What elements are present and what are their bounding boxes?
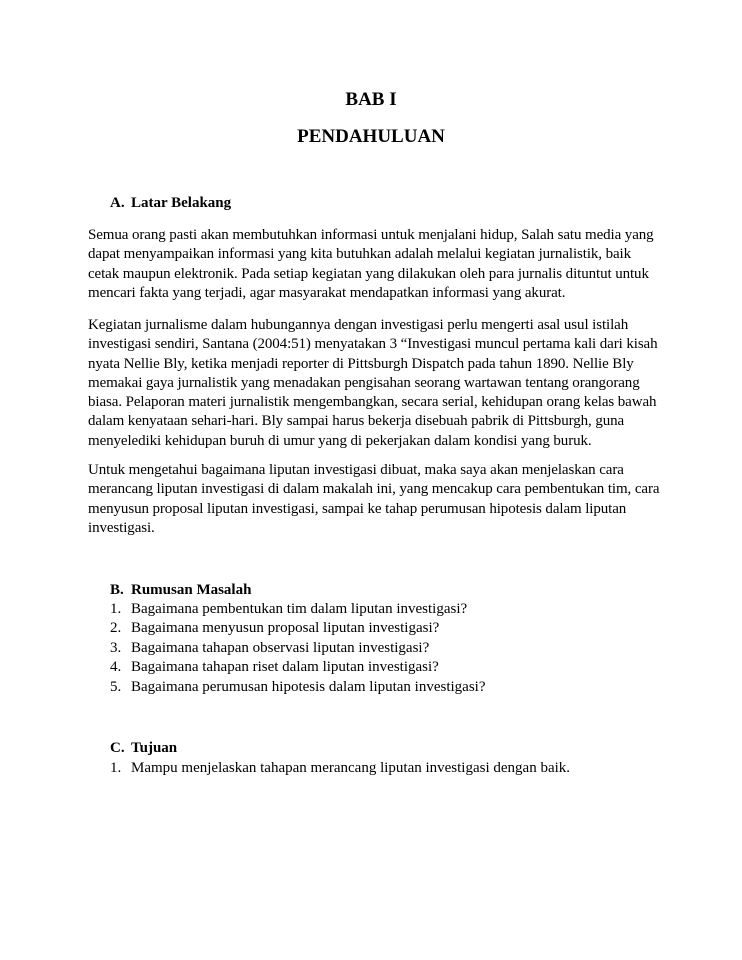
list-text: Bagaimana pembentukan tim dalam liputan investigasi? [131,601,468,617]
list-number: 2. [110,620,122,637]
list-text: Bagaimana menyusun proposal liputan investigasi? [131,620,440,637]
list-number: 1. [110,760,122,776]
list-number: 3. [110,639,122,656]
list-number: 1. [110,601,122,617]
paragraph-1: Semua orang pasti akan membutuhkan informasi untuk menjalani hidup, Salah satu media yang dapat menyampaikan informasi yang kita butuhkan adalah melalui kegiatan jurnalistik, baik cetak maupun elektronik. Pada setiap kegiatan yang dilakukan oleh para jurnalis dituntut untuk mencari fakta yang terjadi, agar masyarakat mendapatkan informasi yang akurat. [88,227,654,301]
problem-list [110,600,486,697]
list-item [110,619,486,638]
list-text: Bagaimana tahapan riset dalam liputan investigasi? [131,659,439,676]
section-heading-text: Rumusan Masalah [131,582,252,598]
list-number: 5. [110,678,122,695]
list-item [110,658,486,677]
section-marker: C. [110,740,125,756]
section-heading-tujuan [110,739,177,758]
list-item [110,639,486,658]
list-item [110,759,570,778]
chapter-number: BAB I [345,89,397,110]
paragraph-2: Kegiatan jurnalisme dalam hubungannya dengan investigasi perlu mengerti asal usul istilah investigasi sendiri, Santana (2004:51) menyatakan 3 “Investigasi muncul pertama kali dari kisah nyata Nellie Bly, ketika menjadi reporter di Pittsburgh Dispatch pada tahun 1890. Nellie Bly memakai gaya jurnalistik yang menadakan pengisahan seorang wartawan tentang orangorang biasa. Pelaporan materi jurnalistik mengembangkan, secara serial, kehidupan orang kelas bawah dalam kenyataan sehari-hari. Bly sampai harus bekerja disebuah pabrik di Pittsburgh, guna menyelediki kehidupan buruh di umur yang di pekerjakan dalam kondisi yang buruk. [88,317,658,449]
list-item [110,600,486,619]
section-heading-latar-belakang [110,194,231,213]
section-marker: B. [110,582,124,598]
paragraph-3: Untuk mengetahui bagaimana liputan investigasi dibuat, maka saya akan menjelaskan cara merancang liputan investigasi di dalam makalah ini, yang mencakup cara pembentukan tim, cara menyusun proposal liputan investigasi, sampai ke tahap perumusan hipotesis dalam liputan investigasi. [88,462,660,536]
list-text: Mampu menjelaskan tahapan merancang liputan investigasi dengan baik. [131,760,571,776]
section-heading-text: Tujuan [131,740,178,756]
list-number: 4. [110,659,122,676]
section-heading-rumusan-masalah [110,581,251,600]
list-text: Bagaimana perumusan hipotesis dalam liputan investigasi? [131,678,486,695]
list-text: Bagaimana tahapan observasi liputan investigasi? [131,639,430,656]
list-item [110,678,486,697]
chapter-title: PENDAHULUAN [297,126,445,147]
section-heading-text: Latar Belakang [131,195,232,211]
section-marker: A. [110,195,125,211]
objective-list [110,759,570,778]
